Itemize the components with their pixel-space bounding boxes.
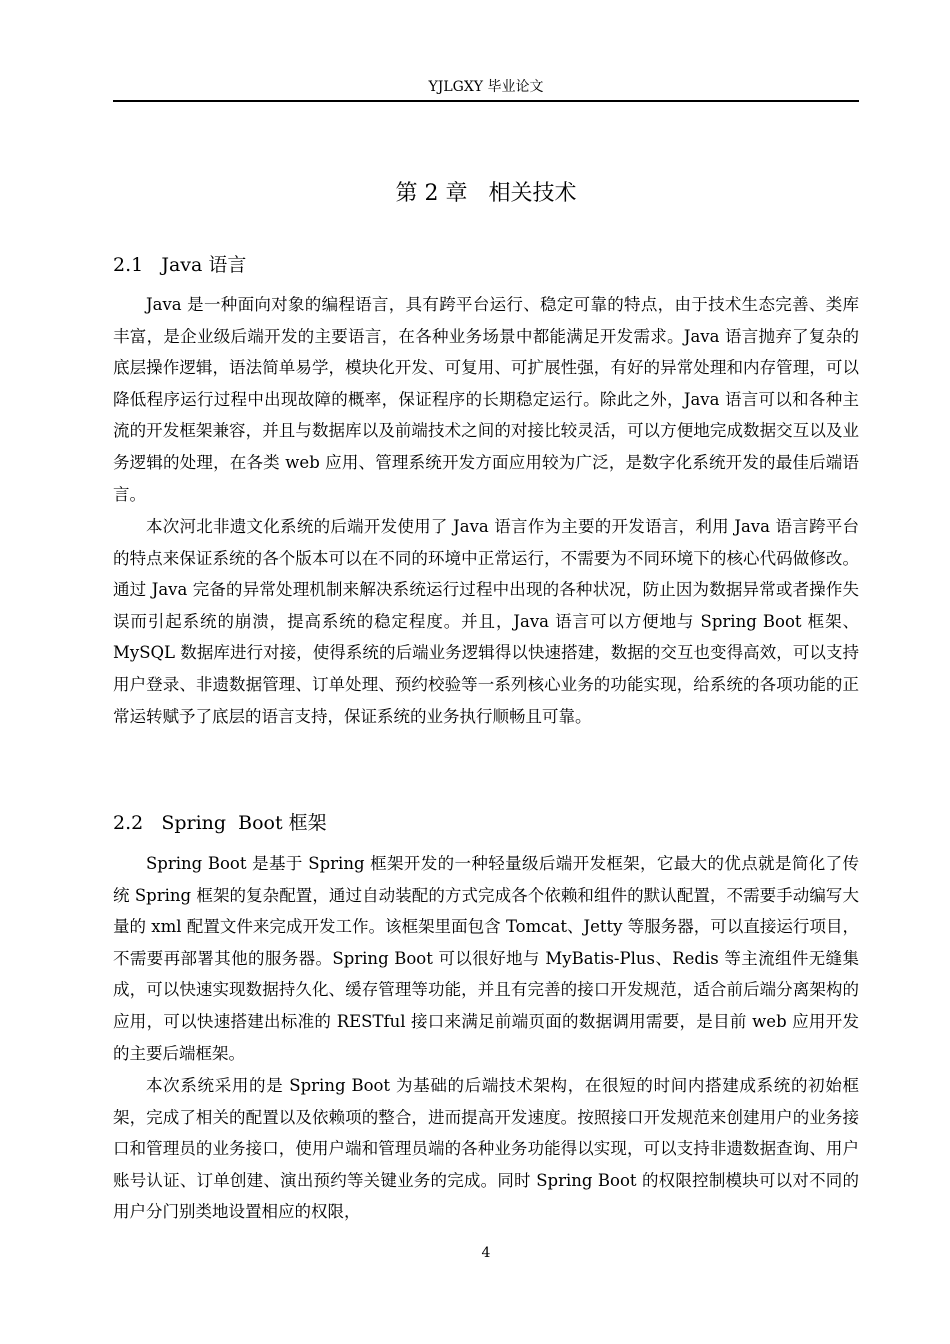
section-2-2-paragraph-1: Spring Boot 是基于 Spring 框架开发的一种轻量级后端开发框架，它最大的优点就是简化了传统 Spring 框架的复杂配置，通过自动装配的方式完成各个依赖和组件的默认配置，不需要手动编写大量的 xml 配置文件来完成开发工作。该框架里面包含 Tomcat、Jetty 等服务器，可以直接运行项目，不需要再部署其他的服务器。Spring Boot 可以很好地与 MyBatis-Plus、Redis 等主流组件无缝集成，可以快速实现数据持久化、缓存管理等功能，并且有完善的接口开发规范，适合前后端分离架构的应用，可以快速搭建出标准的 RESTful 接口来满足前端页面的数据调用需要，是目前 web 应用开发的主要后端框架。 (113, 854, 859, 1063)
header-rule (113, 100, 859, 102)
section-heading-2-1: 2.1 Java 语言 (113, 254, 247, 276)
page-header: YJLGXY 毕业论文 (428, 79, 544, 95)
section-2-2-paragraph-2: 本次系统采用的是 Spring Boot 为基础的后端技术架构，在很短的时间内搭建成系统的初始框架，完成了相关的配置以及依赖项的整合，进而提高开发速度。按照接口开发规范来创建用户的业务接口和管理员的业务接口，使用户端和管理员端的各种业务功能得以实现，可以支持非遗数据查询、用户账号认证、订单创建、演出预约等关键业务的完成。同时 Spring Boot 的权限控制模块可以对不同的用户分门别类地设置相应的权限， (113, 1076, 859, 1222)
section-2-1-paragraph-1: Java 是一种面向对象的编程语言，具有跨平台运行、稳定可靠的特点，由于技术生态完善、类库丰富，是企业级后端开发的主要语言，在各种业务场景中都能满足开发需求。Java 语言抛弃了复杂的底层操作逻辑，语法简单易学，模块化开发、可复用、可扩展性强，有好的异常处理和内存管理，可以降低程序运行过程中出现故障的概率，保证程序的长期稳定运行。除此之外，Java 语言可以和各种主流的开发框架兼容，并且与数据库以及前端技术之间的对接比较灵活，可以方便地完成数据交互以及业务逻辑的处理，在各类 web 应用、管理系统开发方面应用较为广泛，是数字化系统开发的最佳后端语言。 (113, 295, 859, 504)
section-heading-2-2: 2.2 Spring Boot 框架 (113, 812, 327, 834)
chapter-title: 第 2 章 相关技术 (395, 181, 577, 206)
section-2-1-paragraph-2: 本次河北非遗文化系统的后端开发使用了 Java 语言作为主要的开发语言，利用 Java 语言跨平台的特点来保证系统的各个版本可以在不同的环境中正常运行，不需要为不同环境下的核心代码做修改。通过 Java 完备的异常处理机制来解决系统运行过程中出现的各种状况，防止因为数据异常或者操作失误而引起系统的崩溃，提高系统的稳定程度。并且，Java 语言可以方便地与 Spring Boot 框架、MySQL 数据库进行对接，使得系统的后端业务逻辑得以快速搭建，数据的交互也变得高效，可以支持用户登录、非遗数据管理、订单处理、预约校验等一系列核心业务的功能实现，给系统的各项功能的正常运转赋予了底层的语言支持，保证系统的业务执行顺畅且可靠。 (113, 517, 859, 726)
page-number: 4 (481, 1245, 491, 1261)
